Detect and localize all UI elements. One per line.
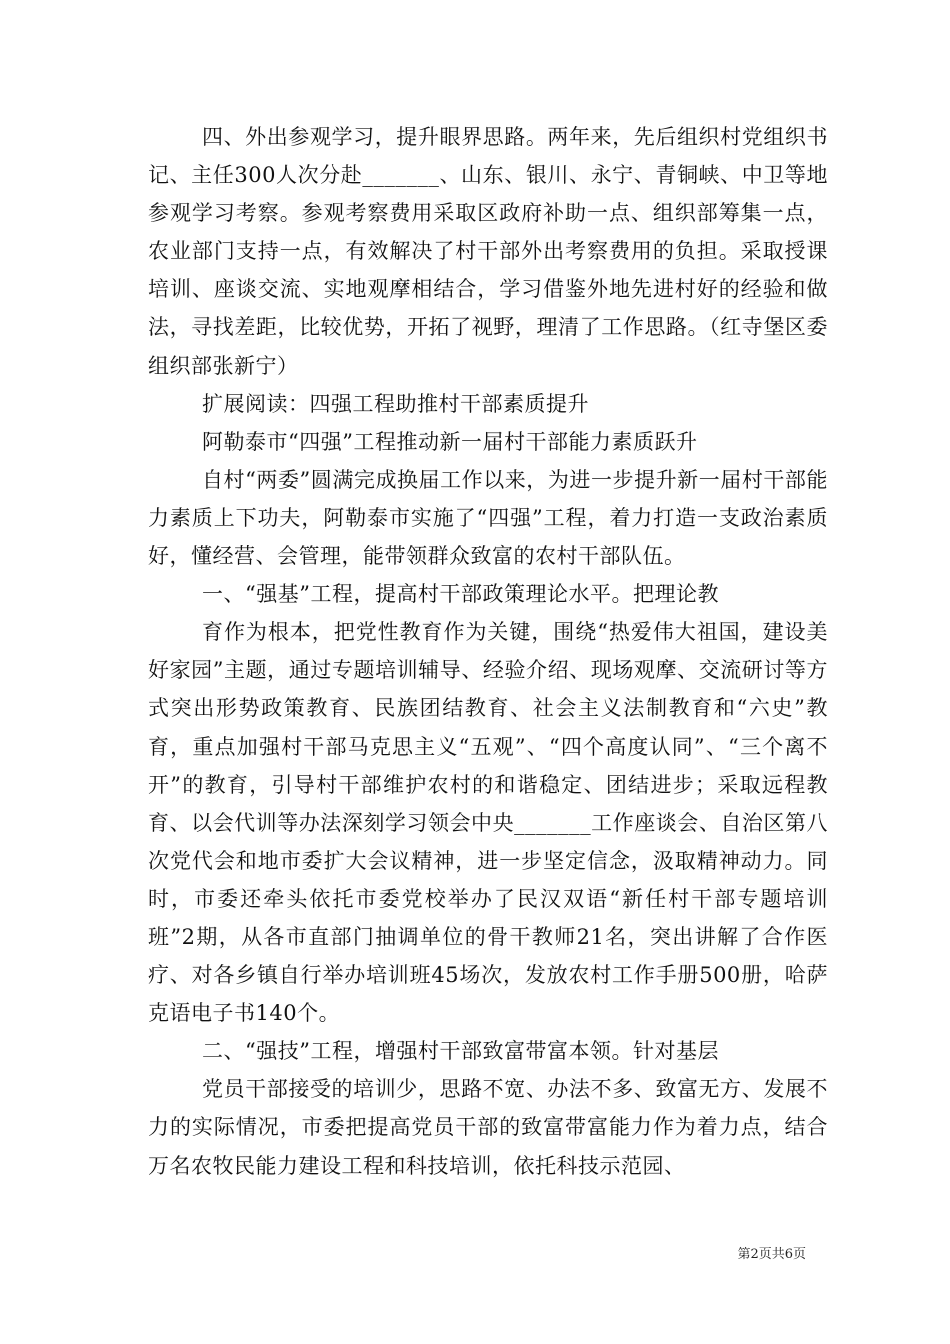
paragraph-section-one-heading: 一、“强基”工程，提高村干部政策理论水平。把理论教 [202,582,719,607]
paragraph-section-two-body: 党员干部接受的培训少，思路不宽、办法不多、致富无方、发展不力的实际情况，市委把提高党员干部的致富带富能力作为着力点，结合万名农牧民能力建设工程和科技培训，依托科技示范园、 [148,1077,828,1178]
paragraph-section-one-body: 育作为根本，把党性教育作为关键，围绕“热爱伟大祖国，建设美好家园”主题，通过专题培训辅导、经验介绍、现场观摩、交流研讨等方式突出形势政策教育、民族团结教育、社会主义法制教育和“六史”教育，重点加强村干部马克思主义“五观”、“四个高度认同”、“三个离不开”的教育，引导村干部维护农村的和谐稳定、团结进步；采取远程教育、以会代训等办法深刻学习领会中央_______工作座谈会、自治区第八次党代会和地市委扩大会议精神，进一步坚定信念，汲取精神动力。同时，市委还牵头依托市委党校举办了民汉双语“新任村干部专题培训班”2期，从各市直部门抽调单位的骨干教师21名，突出讲解了合作医疗、对各乡镇自行举办培训班45场次，发放农村工作手册500册，哈萨克语电子书140个。 [148,620,828,1026]
page-number: 第2页共6页 [737,1247,806,1262]
paragraph-intro: 自村“两委”圆满完成换届工作以来，为进一步提升新一届村干部能力素质上下功夫，阿勒泰市实施了“四强”工程，着力打造一支政治素质好，懂经营、会管理，能带领群众致富的农村干部队伍。 [148,467,828,569]
paragraph-section-four: 四、外出参观学习，提升眼界思路。两年来，先后组织村党组织书记、主任300人次分赴_______、山东、银川、永宁、青铜峡、中卫等地参观学习考察。参观考察费用采取区政府补助一点、组织部筹集一点，农业部门支持一点，有效解决了村干部外出考察费用的负担。采取授课培训、座谈交流、实地观摩相结合，学习借鉴外地先进村好的经验和做法，寻找差距，比较优势，开拓了视野，理清了工作思路。（红寺堡区委组织部张新宁） [148,125,828,378]
paragraph-article-title: 阿勒泰市“四强”工程推动新一届村干部能力素质跃升 [202,429,698,454]
paragraph-section-two-heading: 二、“强技”工程，增强村干部致富带富本领。针对基层 [202,1039,719,1064]
document-body [148,118,828,1185]
paragraph-extended-reading: 扩展阅读：四强工程助推村干部素质提升 [202,391,589,416]
